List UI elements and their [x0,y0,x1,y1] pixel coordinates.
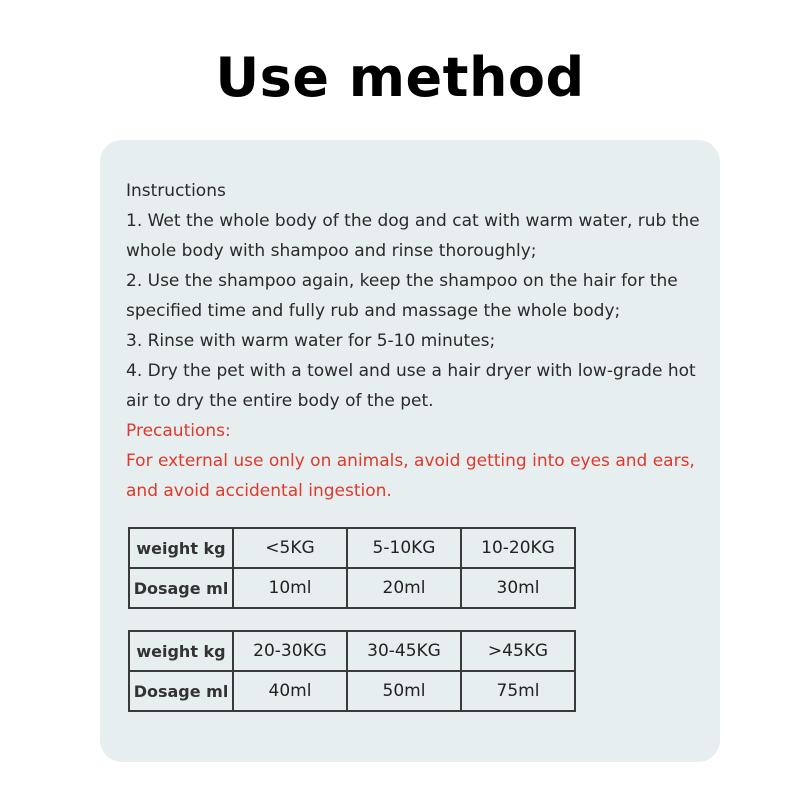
instructions-text [126,176,716,506]
instruction-line: 2. Use the shampoo again, keep the shampoo on the hair for the [126,271,678,291]
weight-cell: >45KG [461,631,575,671]
row-header-weight: weight kg [129,631,233,671]
instructions-card [100,140,720,762]
dosage-table-2 [128,630,576,712]
dosage-table-1 [128,527,576,609]
table-row-weight [129,528,575,568]
table-row-dosage [129,568,575,608]
precaution-line: and avoid accidental ingestion. [126,481,392,501]
page-title: Use method [215,46,585,109]
table-row-dosage [129,671,575,711]
dosage-cell: 30ml [461,568,575,608]
instructions-heading: Instructions [126,181,226,201]
instruction-line: whole body with shampoo and rinse thoroughly; [126,241,537,261]
instruction-line: 1. Wet the whole body of the dog and cat with warm water, rub the [126,211,700,231]
weight-cell: 10-20KG [461,528,575,568]
precautions-heading: Precautions: [126,421,231,441]
dosage-cell: 20ml [347,568,461,608]
dosage-cell: 40ml [233,671,347,711]
instruction-line: specified time and fully rub and massage the whole body; [126,301,621,321]
weight-cell: 30-45KG [347,631,461,671]
row-header-dosage: Dosage ml [129,568,233,608]
dosage-cell: 75ml [461,671,575,711]
weight-cell: <5KG [233,528,347,568]
table-row-weight [129,631,575,671]
instruction-line: 4. Dry the pet with a towel and use a hair dryer with low-grade hot [126,361,696,381]
instruction-line: air to dry the entire body of the pet. [126,391,434,411]
instruction-line: 3. Rinse with warm water for 5-10 minutes; [126,331,496,351]
dosage-cell: 50ml [347,671,461,711]
row-header-dosage: Dosage ml [129,671,233,711]
weight-cell: 20-30KG [233,631,347,671]
weight-cell: 5-10KG [347,528,461,568]
dosage-cell: 10ml [233,568,347,608]
precaution-line: For external use only on animals, avoid getting into eyes and ears, [126,451,695,471]
row-header-weight: weight kg [129,528,233,568]
